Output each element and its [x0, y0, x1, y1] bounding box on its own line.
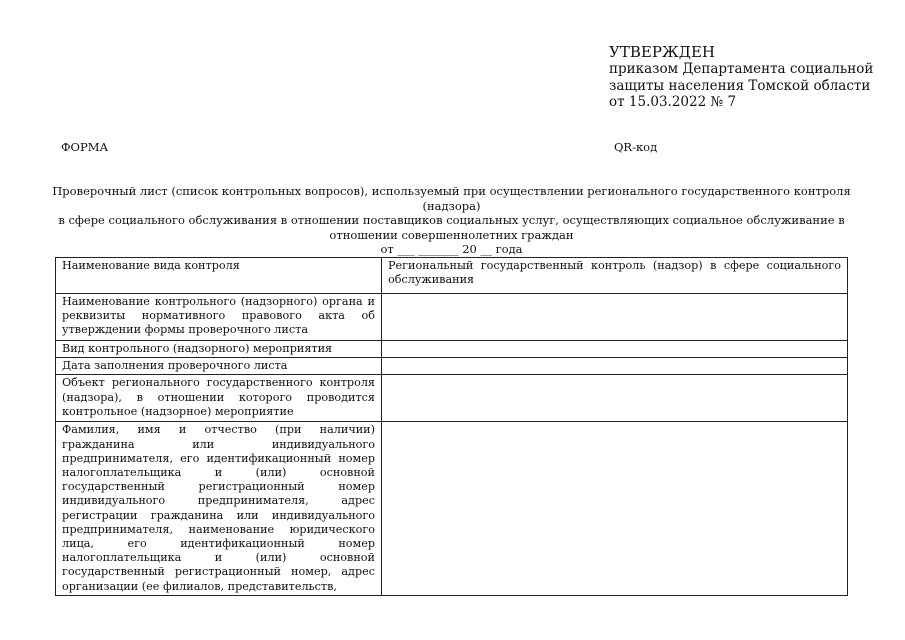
approval-line-3: от 15.03.2022 № 7	[609, 94, 737, 110]
row-value	[382, 375, 848, 422]
row-value	[382, 358, 848, 375]
form-label: ФОРМА	[61, 140, 109, 154]
table-row	[56, 341, 848, 358]
row-label: Наименование вида контроля	[56, 258, 382, 294]
row-label: Вид контрольного (надзорного) мероприятия	[56, 341, 382, 358]
row-value	[382, 294, 848, 341]
table-row	[56, 258, 848, 294]
table-row	[56, 294, 848, 341]
document-heading	[40, 184, 863, 257]
row-label: Объект регионального государственного контроля (надзора), в отношении которого проводится контрольное (надзорное) мероприятие	[56, 375, 382, 422]
heading-line-3: отношении совершеннолетних граждан	[329, 227, 574, 242]
row-label: Дата заполнения проверочного листа	[56, 358, 382, 375]
table-row	[56, 375, 848, 422]
approval-block	[609, 44, 873, 111]
row-label: Фамилия, имя и отчество (при наличии) гражданина или индивидуального предпринимателя, его идентификационный номер налогоплательщика и (или) основной государственный регистрационный номер индивидуального предпринимателя, адрес регистрации гражданина или индивидуального предпринимателя, наименование юридического лица, его идентификационный номер налогоплательщика и (или) основной государственный регистрационный номер, адрес организации (ее филиалов, представительств,	[56, 422, 382, 595]
row-value: Региональный государственный контроль (надзор) в сфере социального обслуживания	[382, 258, 848, 294]
row-value	[382, 341, 848, 358]
approval-title: УТВЕРЖДЕН	[609, 43, 715, 61]
approval-line-1: приказом Департамента социальной	[609, 61, 874, 77]
heading-line-2: в сфере социального обслуживания в отношении поставщиков социальных услуг, осуществляющих социальное обслуживание в	[58, 213, 845, 227]
checklist-table	[55, 257, 848, 596]
approval-line-2: защиты населения Томской области	[609, 77, 871, 94]
heading-line-1: Проверочный лист (список контрольных вопросов), используемый при осуществлении регионального государственного контроля (надзора)	[52, 184, 851, 213]
heading-date-line: от ___ _______ 20 __ года	[380, 242, 523, 256]
qr-code-label: QR-код	[614, 140, 658, 154]
table-row	[56, 358, 848, 375]
row-label: Наименование контрольного (надзорного) органа и реквизиты нормативного правового акта об утверждении формы проверочного листа	[56, 294, 382, 341]
table-row	[56, 422, 848, 595]
row-value	[382, 422, 848, 595]
